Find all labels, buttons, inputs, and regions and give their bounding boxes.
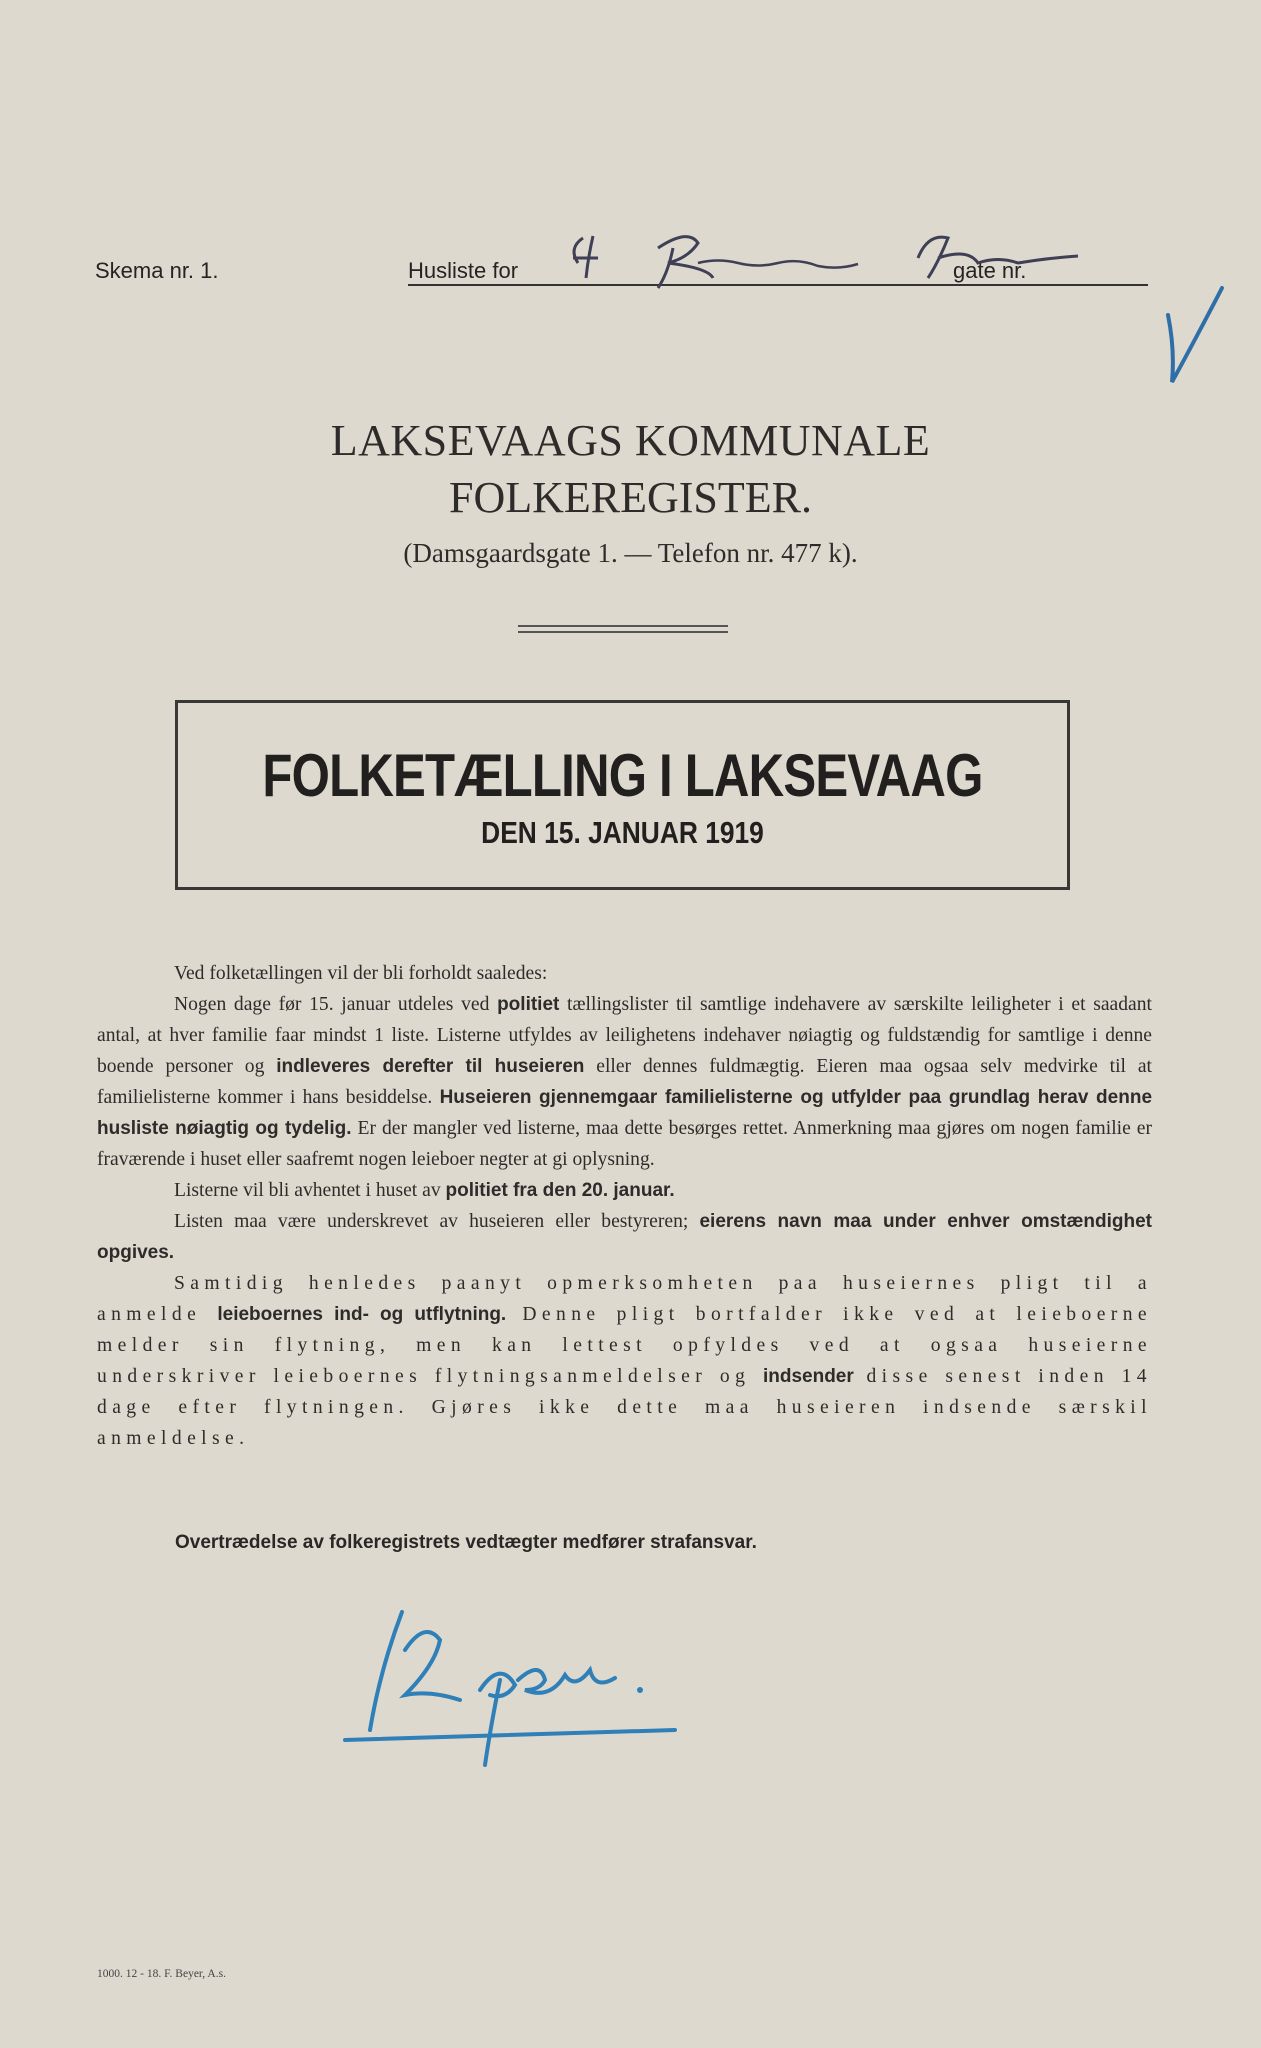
text-span: Samtidig henledes paanyt opmerksomheten paa huseiernes pligt til a anmelde xyxy=(97,1273,1152,1325)
instructions-body xyxy=(97,958,1152,1454)
gate-label: gate nr. xyxy=(953,258,1027,283)
penalty-notice: Overtrædelse av folkeregistrets vedtægter medfører strafansvar. xyxy=(175,1532,757,1553)
text-span: Nogen dage før 15. januar utdeles ved xyxy=(174,994,498,1015)
title-line-2: FOLKEREGISTER. xyxy=(449,473,812,522)
text-span: eller dennes fuldmægtig. Eieren maa ogsaa selv medvirke til at familielisterne kommer i hans besiddelse. xyxy=(97,1056,1152,1108)
bold-span: indleveres derefter til huseieren xyxy=(276,1056,585,1077)
text-span: Listen maa være underskrevet av huseieren eller bestyreren; xyxy=(174,1211,700,1232)
schema-number: Skema nr. 1. xyxy=(95,258,219,283)
paragraph-2 xyxy=(97,1175,1152,1206)
address-line: (Damsgaardsgate 1. — Telefon nr. 477 k). xyxy=(403,538,858,568)
text-span: Listerne vil bli avhentet i huset av xyxy=(174,1180,446,1201)
husliste-label: Husliste for xyxy=(408,258,519,283)
paragraph-4 xyxy=(97,1268,1152,1454)
bold-span: eierens navn maa under enhver omstændighet opgives. xyxy=(97,1211,1152,1263)
husliste-field xyxy=(408,258,1148,286)
title-line-1: LAKSEVAAGS KOMMUNALE xyxy=(330,416,931,465)
census-date: DEN 15. JANUAR 1919 xyxy=(481,815,764,850)
bold-span: indsender xyxy=(762,1366,854,1387)
text-span: tællingslister til samtlige indehavere av særskilte leiligheter i et saadant antal, at hver familie faar mindst 1 liste. Listerne utfyldes av leilighetens indehaver nøiagtig og fuldstændig for samtlige i denne boende personer og xyxy=(97,994,1152,1077)
text-span: Denne pligt bortfalder ikke ved at leieboerne melder sin flytning, men kan lettest opfyldes ved at ogsaa huseierne underskriver leieboernes flytningsanmeldelser og xyxy=(97,1304,1153,1387)
text-span: disse senest inden 14 dage efter flytningen. Gjøres ikke dette maa huseieren indsende særskil anmeldelse. xyxy=(97,1366,1152,1449)
handwritten-person-count xyxy=(340,1590,700,1780)
paragraph-1 xyxy=(97,989,1152,1175)
intro-paragraph: Ved folketællingen vil der bli forholdt saaledes: xyxy=(174,963,548,984)
double-rule-divider xyxy=(518,625,728,633)
bold-span: politiet xyxy=(497,994,560,1015)
printer-imprint: 1000. 12 - 18. F. Beyer, A.s. xyxy=(97,1968,226,1980)
paragraph-3 xyxy=(97,1206,1152,1268)
bold-span: politiet fra den 20. januar. xyxy=(445,1180,675,1201)
census-headline-box xyxy=(175,700,1070,890)
check-mark-icon xyxy=(1160,280,1230,390)
text-span: Er der mangler ved listerne, maa dette besørges rettet. Anmerkning maa gjøres om nogen familie er fraværende i huset eller saafremt nogen leieboer negter at gi oplysning. xyxy=(97,1118,1152,1170)
bold-span: Huseieren gjennemgaar familielisterne og utfylder paa grundlag herav denne husliste nøiagtig og tydelig. xyxy=(97,1087,1153,1139)
census-headline: FOLKETÆLLING I LAKSEVAAG xyxy=(262,742,983,809)
bold-span: leieboernes ind- og utflytning. xyxy=(217,1304,507,1325)
